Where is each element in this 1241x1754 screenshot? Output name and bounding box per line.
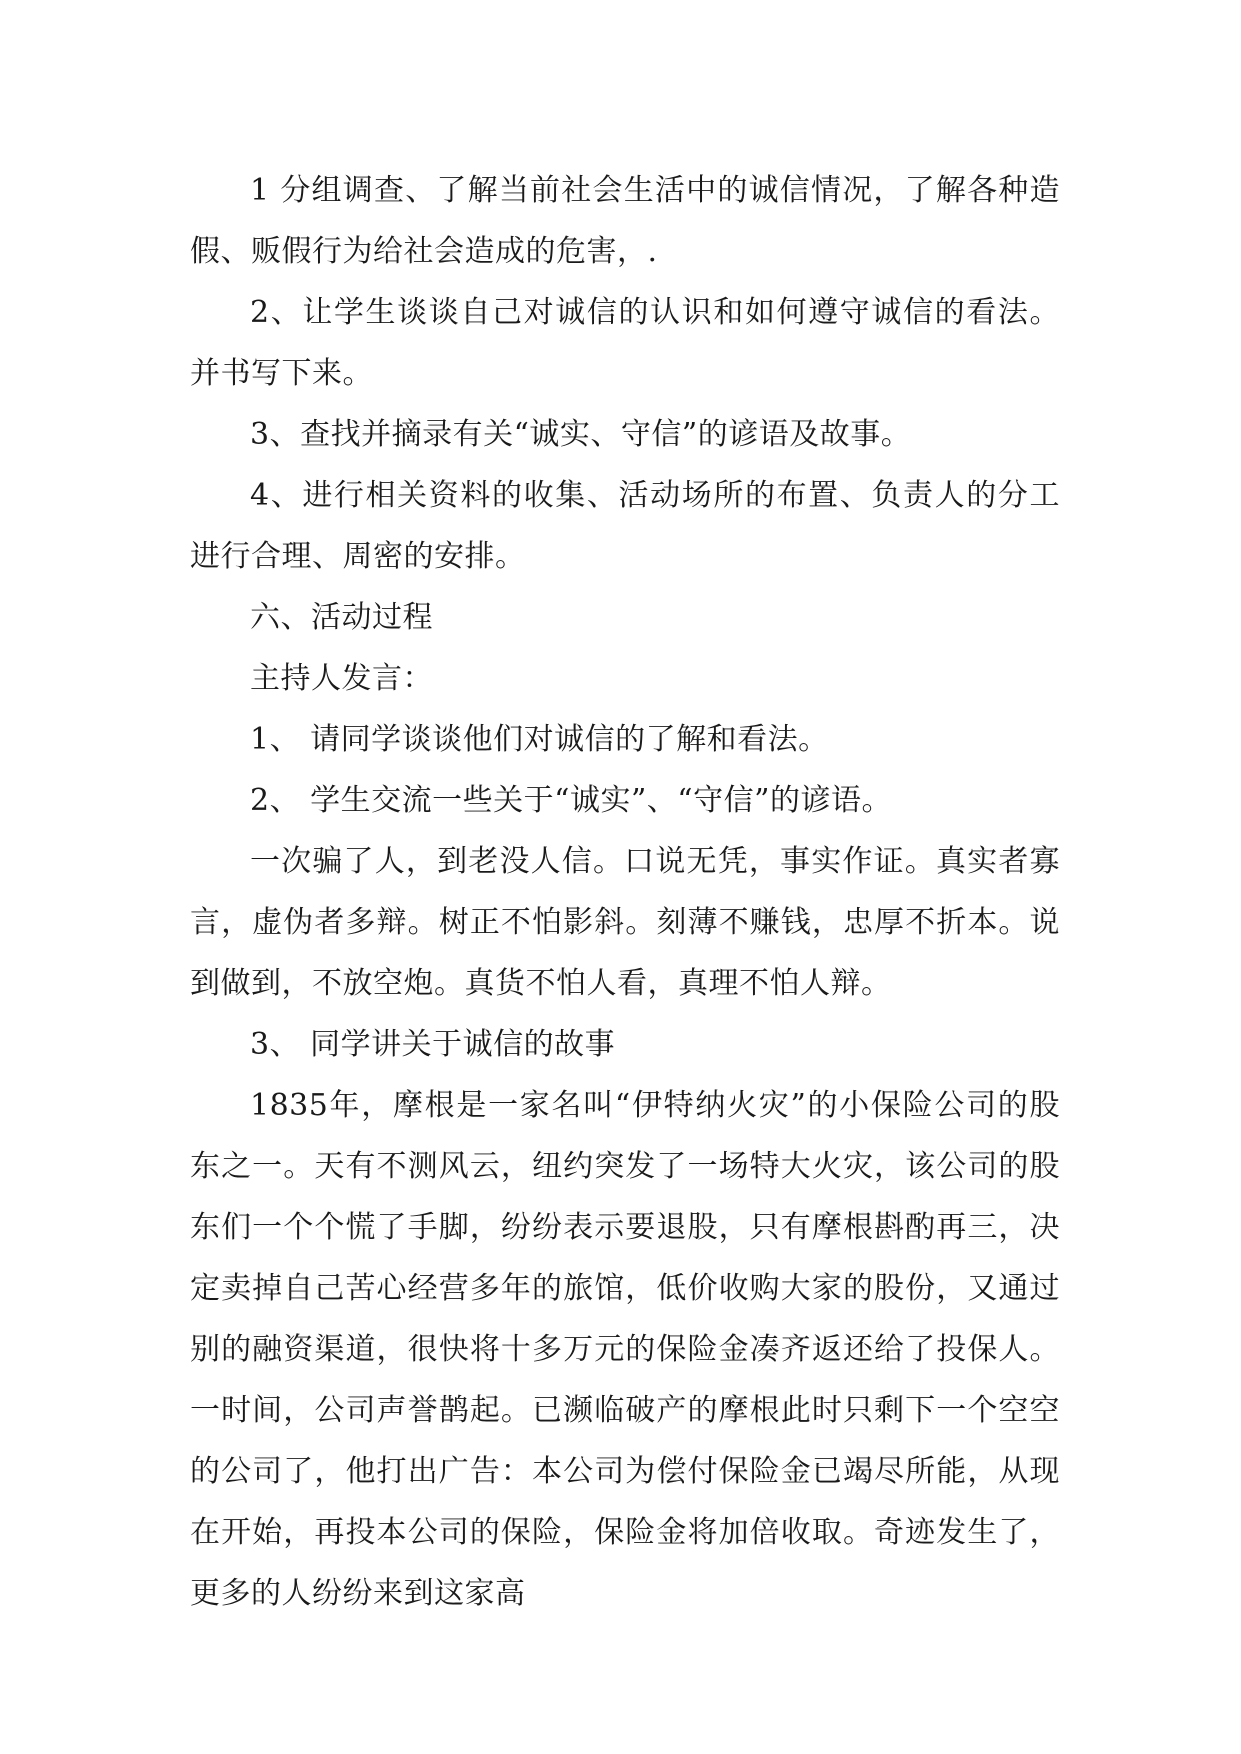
paragraph-item-3: 3、 同学讲关于诚信的故事 <box>250 1027 616 1062</box>
paragraph-discussion: 2、让学生谈谈自己对诚信的认识和如何遵守诚信的看法。并书写下来。 <box>190 295 1060 391</box>
paragraph-host-speech: 主持人发言： <box>250 661 433 696</box>
paragraph-proverbs-search: 3、查找并摘录有关“诚实、守信”的谚语及故事。 <box>250 417 912 452</box>
document-body <box>190 160 1060 1624</box>
paragraph-item-2: 2、 学生交流一些关于“诚实”、“守信”的谚语。 <box>250 783 892 818</box>
paragraph-survey: 1 分组调查、了解当前社会生活中的诚信情况，了解各种造假、贩假行为给社会造成的危害，. <box>190 173 1060 269</box>
paragraph-preparation: 4、进行相关资料的收集、活动场所的布置、负责人的分工进行合理、周密的安排。 <box>190 478 1060 574</box>
section-heading-activity-process: 六、活动过程 <box>250 600 433 635</box>
paragraph-morgan-story: 1835年，摩根是一家名叫“伊特纳火灾”的小保险公司的股东之一。天有不测风云，纽约突发了一场特大火灾，该公司的股东们一个个慌了手脚，纷纷表示要退股，只有摩根斟酌再三，决定卖掉自己苦心经营多年的旅馆，低价收购大家的股份，又通过别的融资渠道，很快将十多万元的保险金凑齐返还给了投保人。一时间，公司声誉鹊起。已濒临破产的摩根此时只剩下一个空空的公司了，他打出广告：本公司为偿付保险金已竭尽所能，从现在开始，再投本公司的保险，保险金将加倍收取。奇迹发生了，更多的人纷纷来到这家高 <box>190 1088 1060 1611</box>
paragraph-proverbs: 一次骗了人，到老没人信。口说无凭，事实作证。真实者寡言，虚伪者多辩。树正不怕影斜。刻薄不赚钱，忠厚不折本。说到做到，不放空炮。真货不怕人看，真理不怕人辩。 <box>190 844 1060 1001</box>
paragraph-item-1: 1、 请同学谈谈他们对诚信的了解和看法。 <box>250 722 829 757</box>
